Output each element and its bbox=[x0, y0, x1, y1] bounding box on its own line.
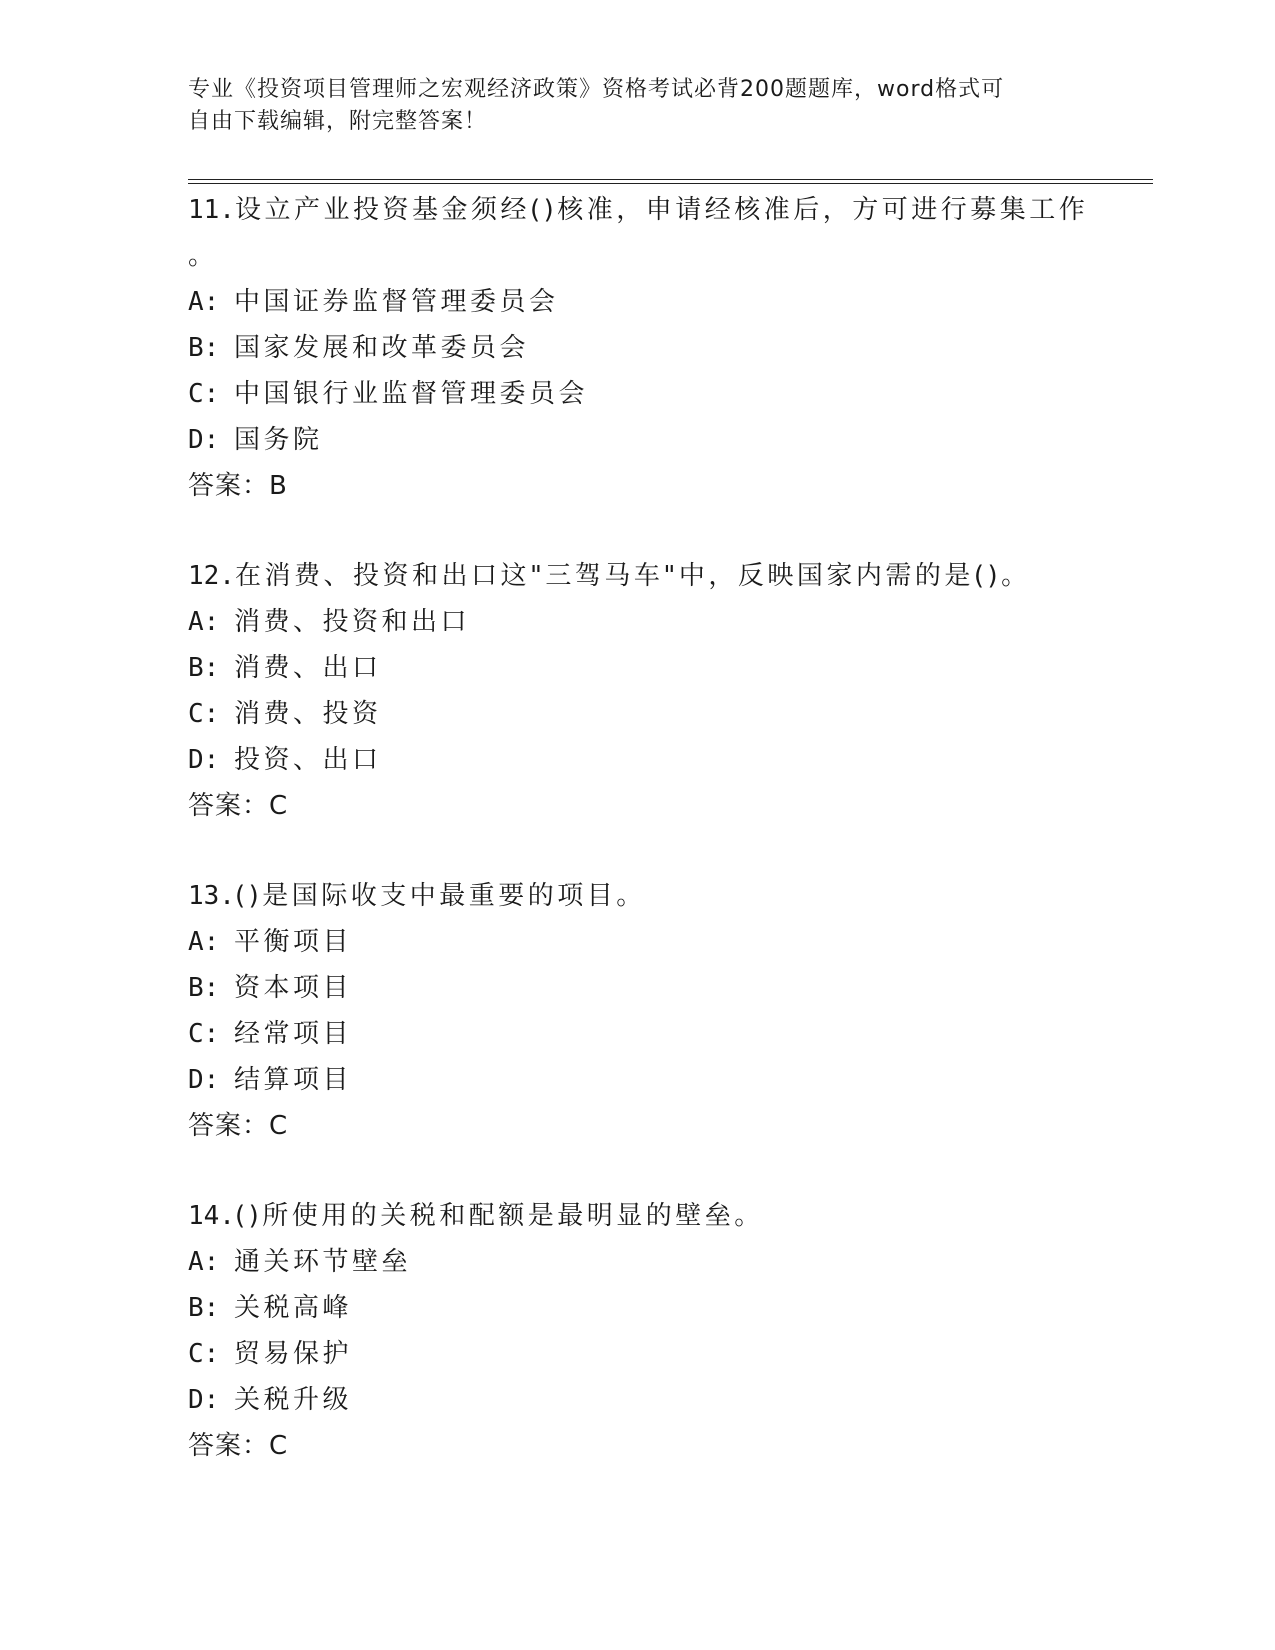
question-block bbox=[188, 1193, 1128, 1469]
question-number: 11. bbox=[188, 195, 235, 225]
question-number: 13. bbox=[188, 881, 235, 911]
option-text: 消费、出口 bbox=[234, 653, 382, 683]
option-letter: C: bbox=[188, 699, 220, 729]
option-text: 消费、投资 bbox=[234, 699, 382, 729]
option-b bbox=[188, 1285, 1128, 1331]
question-stem bbox=[188, 873, 1128, 919]
option-text: 中国证券监督管理委员会 bbox=[234, 287, 559, 317]
option-a bbox=[188, 1239, 1128, 1285]
question-number: 14. bbox=[188, 1201, 235, 1231]
option-letter: B: bbox=[188, 333, 220, 363]
option-letter: D: bbox=[188, 425, 220, 455]
option-d bbox=[188, 1057, 1128, 1103]
option-letter: C: bbox=[188, 1339, 220, 1369]
option-b bbox=[188, 645, 1128, 691]
option-letter: A: bbox=[188, 1247, 220, 1277]
option-text: 资本项目 bbox=[234, 973, 353, 1003]
option-letter: B: bbox=[188, 653, 220, 683]
option-letter: C: bbox=[188, 379, 220, 409]
option-letter: C: bbox=[188, 1019, 220, 1049]
header-line-1: 专业《投资项目管理师之宏观经济政策》资格考试必背200题题库，word格式可 bbox=[188, 77, 1005, 102]
option-a bbox=[188, 279, 1128, 325]
option-a bbox=[188, 919, 1128, 965]
header-line-2: 自由下载编辑，附完整答案！ bbox=[188, 109, 488, 134]
answer-line: 答案：B bbox=[188, 471, 288, 501]
option-text: 贸易保护 bbox=[234, 1339, 353, 1369]
answer-line: 答案：C bbox=[188, 1431, 289, 1461]
option-text: 结算项目 bbox=[234, 1065, 353, 1095]
question-stem bbox=[188, 187, 1128, 233]
option-letter: B: bbox=[188, 1293, 220, 1323]
option-letter: A: bbox=[188, 287, 220, 317]
option-text: 通关环节壁垒 bbox=[234, 1247, 412, 1277]
option-d bbox=[188, 737, 1128, 783]
question-block bbox=[188, 873, 1128, 1149]
question-text: ()所使用的关税和配额是最明显的壁垒。 bbox=[234, 1201, 764, 1231]
option-letter: B: bbox=[188, 973, 220, 1003]
question-text: ()是国际收支中最重要的项目。 bbox=[234, 881, 646, 911]
question-text: 设立产业投资基金须经()核准，申请经核准后，方可进行募集工作 bbox=[234, 195, 1089, 225]
option-text: 关税高峰 bbox=[234, 1293, 353, 1323]
option-c bbox=[188, 1011, 1128, 1057]
question-number: 12. bbox=[188, 561, 235, 591]
option-letter: D: bbox=[188, 745, 220, 775]
document-header bbox=[188, 74, 1088, 138]
question-block bbox=[188, 187, 1128, 509]
option-text: 国务院 bbox=[234, 425, 323, 455]
option-letter: A: bbox=[188, 927, 220, 957]
header-divider-bottom bbox=[188, 183, 1153, 184]
answer-line: 答案：C bbox=[188, 1111, 289, 1141]
option-c bbox=[188, 1331, 1128, 1377]
option-text: 国家发展和改革委员会 bbox=[234, 333, 530, 363]
option-c bbox=[188, 691, 1128, 737]
option-text: 消费、投资和出口 bbox=[234, 607, 471, 637]
option-b bbox=[188, 325, 1128, 371]
question-stem-continued: 。 bbox=[188, 241, 218, 271]
option-text: 平衡项目 bbox=[234, 927, 353, 957]
question-block bbox=[188, 553, 1128, 829]
question-text: 在消费、投资和出口这"三驾马车"中，反映国家内需的是()。 bbox=[234, 561, 1031, 591]
option-letter: A: bbox=[188, 607, 220, 637]
option-c bbox=[188, 371, 1128, 417]
option-letter: D: bbox=[188, 1385, 220, 1415]
option-letter: D: bbox=[188, 1065, 220, 1095]
question-stem bbox=[188, 553, 1128, 599]
option-a bbox=[188, 599, 1128, 645]
question-stem bbox=[188, 1193, 1128, 1239]
answer-line: 答案：C bbox=[188, 791, 289, 821]
option-text: 中国银行业监督管理委员会 bbox=[234, 379, 589, 409]
option-d bbox=[188, 1377, 1128, 1423]
option-text: 经常项目 bbox=[234, 1019, 353, 1049]
option-b bbox=[188, 965, 1128, 1011]
option-text: 关税升级 bbox=[234, 1385, 353, 1415]
option-d bbox=[188, 417, 1128, 463]
option-text: 投资、出口 bbox=[234, 745, 382, 775]
header-divider-top bbox=[188, 179, 1153, 180]
